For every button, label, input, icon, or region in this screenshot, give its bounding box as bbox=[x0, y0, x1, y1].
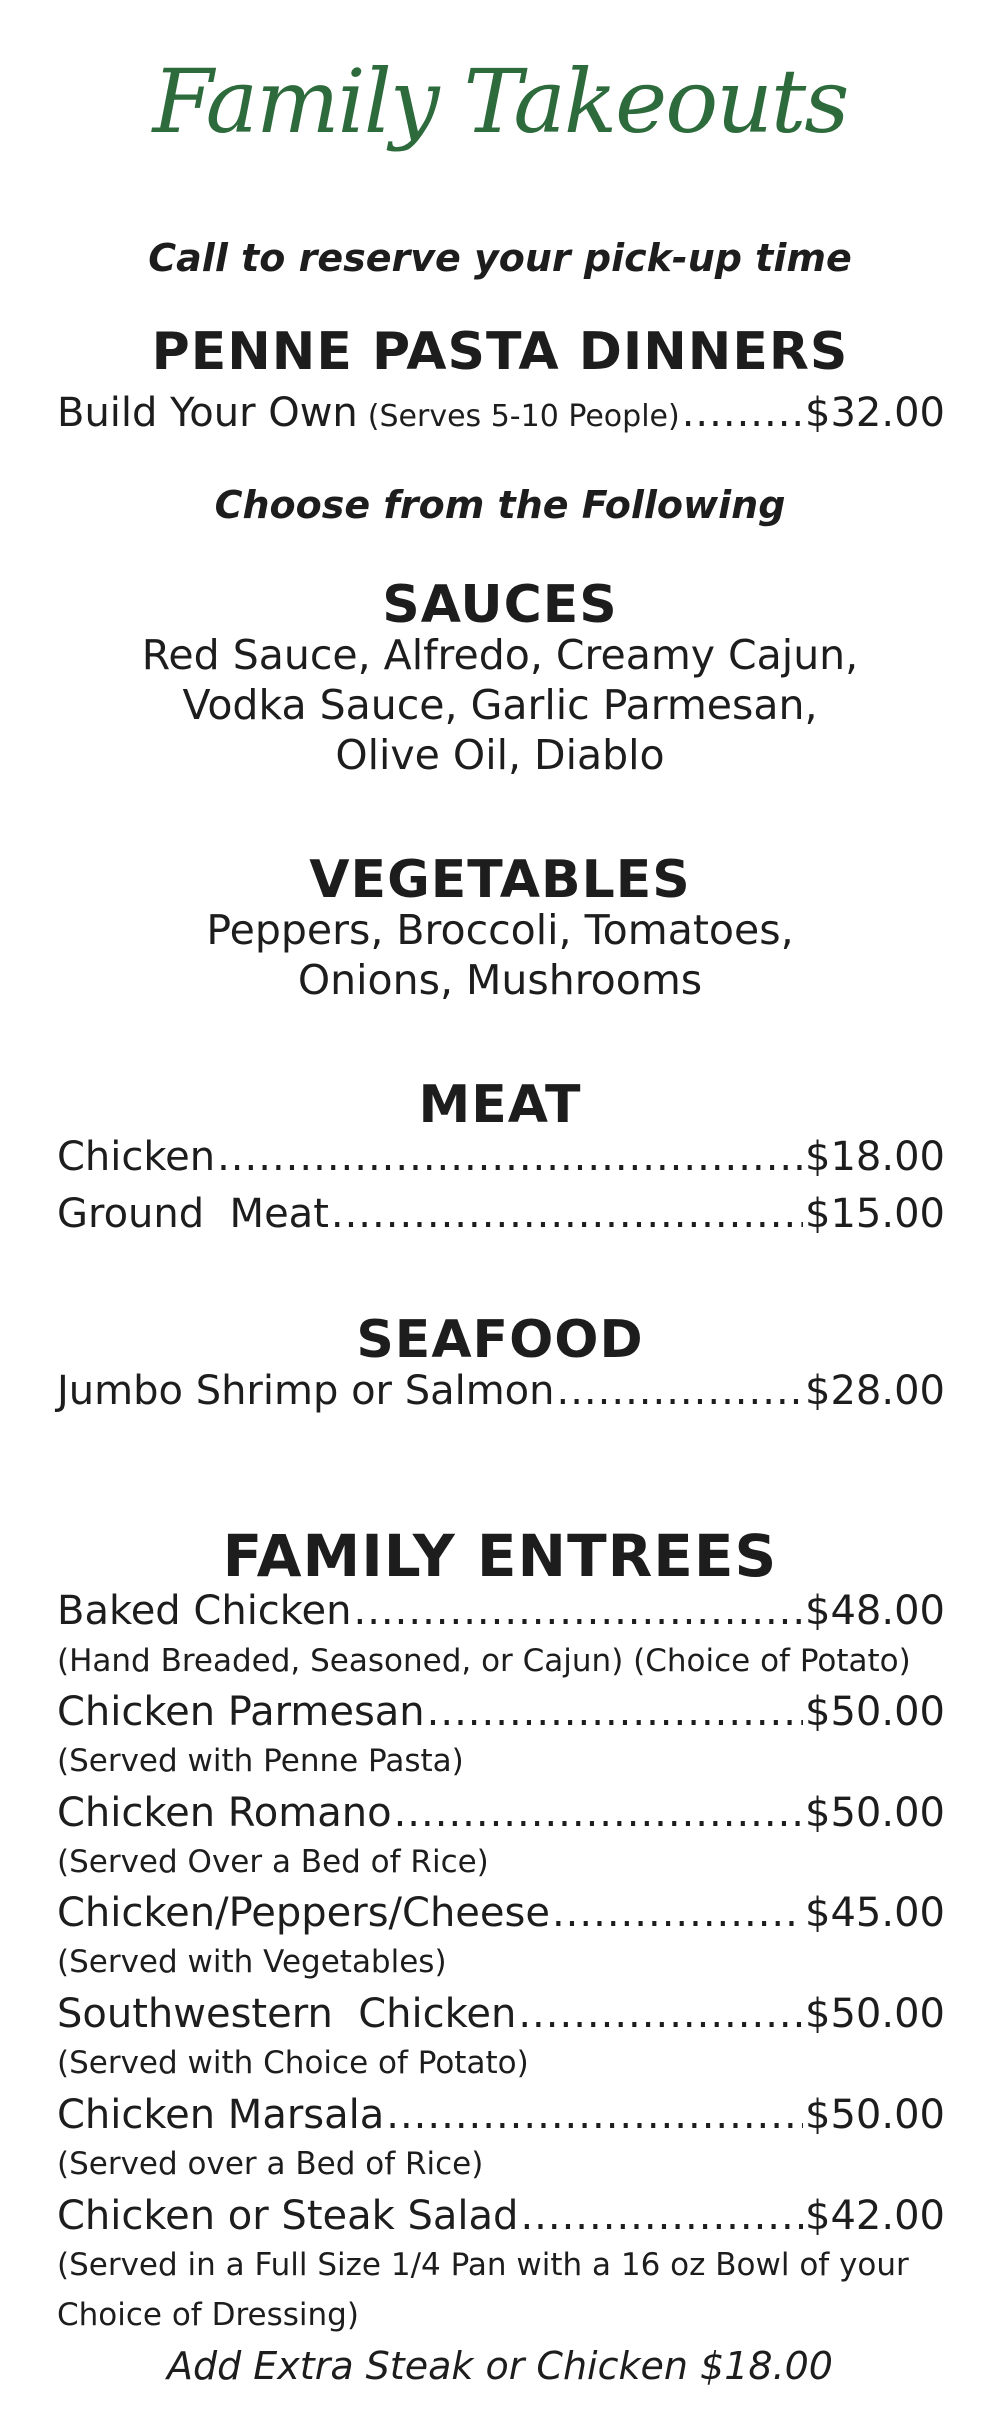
menu-item-price: $45.00 bbox=[805, 1890, 945, 1936]
menu-item-price: $50.00 bbox=[805, 1790, 945, 1836]
leader-dots bbox=[386, 2092, 803, 2138]
choose-text: Choose from the Following bbox=[214, 483, 786, 527]
leader-dots bbox=[520, 2193, 803, 2239]
leader-dots bbox=[394, 1790, 803, 1836]
vegetables-line: Onions, Mushrooms bbox=[297, 956, 703, 1004]
menu-item-name: Jumbo Shrimp or Salmon bbox=[57, 1368, 555, 1414]
menu-item-chicken bbox=[57, 1134, 945, 1180]
section-heading-vegetables: VEGETABLES bbox=[309, 850, 691, 910]
menu-item-price: $50.00 bbox=[805, 1689, 945, 1735]
sauces-list bbox=[0, 630, 1000, 780]
menu-item-chicken-marsala bbox=[57, 2092, 945, 2138]
menu-item-build-your-own bbox=[57, 390, 945, 436]
sauces-line: Vodka Sauce, Garlic Parmesan, bbox=[182, 681, 818, 729]
menu-item-note: (Served with Penne Pasta) bbox=[57, 1743, 464, 1779]
menu-item-name: Chicken or Steak Salad bbox=[57, 2193, 519, 2239]
menu-item-price: $50.00 bbox=[805, 2092, 945, 2138]
sauces-line: Olive Oil, Diablo bbox=[335, 731, 665, 779]
section-heading-entrees: FAMILY ENTREES bbox=[222, 1522, 778, 1590]
leader-dots bbox=[682, 390, 803, 436]
menu-item-name: Chicken/Peppers/Cheese bbox=[57, 1890, 550, 1936]
menu-item-name: Southwestern Chicken bbox=[57, 1991, 517, 2037]
menu-item-ground-meat bbox=[57, 1191, 945, 1237]
menu-item-note-continued: Choice of Dressing) bbox=[57, 2297, 359, 2333]
menu-item-price: $48.00 bbox=[805, 1588, 945, 1634]
page-title: Family Takeouts bbox=[152, 50, 848, 153]
vegetables-line: Peppers, Broccoli, Tomatoes, bbox=[206, 906, 794, 954]
leader-dots bbox=[427, 1689, 803, 1735]
leader-dots bbox=[557, 1368, 804, 1414]
menu-item-note: (Served with Vegetables) bbox=[57, 1944, 447, 1980]
menu-item-price: $32.00 bbox=[805, 390, 945, 436]
menu-item-name: Baked Chicken bbox=[57, 1588, 352, 1634]
menu-item-chicken-steak-salad bbox=[57, 2193, 945, 2239]
vegetables-list bbox=[0, 905, 1000, 1005]
leader-dots bbox=[354, 1588, 804, 1634]
menu-item-shrimp-salmon bbox=[57, 1368, 945, 1414]
menu-item-name: Build Your Own bbox=[57, 390, 358, 436]
extra-note: Add Extra Steak or Chicken $18.00 bbox=[166, 2344, 833, 2388]
tagline: Call to reserve your pick-up time bbox=[148, 236, 852, 280]
leader-dots bbox=[217, 1134, 803, 1180]
menu-item-chicken-romano bbox=[57, 1790, 945, 1836]
sauces-line: Red Sauce, Alfredo, Creamy Cajun, bbox=[141, 631, 859, 679]
menu-item-note: (Served with Choice of Potato) bbox=[57, 2045, 529, 2081]
menu-item-note: (Served in a Full Size 1/4 Pan with a 16 oz Bowl of your bbox=[57, 2247, 909, 2283]
menu-item-price: $15.00 bbox=[805, 1191, 945, 1237]
menu-item-southwestern-chicken bbox=[57, 1991, 945, 2037]
menu-item-price: $28.00 bbox=[805, 1368, 945, 1414]
menu-item-name: Chicken Marsala bbox=[57, 2092, 385, 2138]
menu-item-chicken-peppers-cheese bbox=[57, 1890, 945, 1936]
menu-item-note: (Served over a Bed of Rice) bbox=[57, 2146, 484, 2182]
menu-item-price: $42.00 bbox=[805, 2193, 945, 2239]
menu-item-price: $18.00 bbox=[805, 1134, 945, 1180]
section-heading-seafood: SEAFOOD bbox=[356, 1310, 644, 1370]
leader-dots bbox=[331, 1191, 803, 1237]
menu-item-name: Chicken bbox=[57, 1134, 216, 1180]
menu-item-note: (Served Over a Bed of Rice) bbox=[57, 1844, 489, 1880]
menu-item-baked-chicken bbox=[57, 1588, 945, 1634]
leader-dots bbox=[552, 1890, 803, 1936]
menu-item-name: Ground Meat bbox=[57, 1191, 329, 1237]
menu-item-price: $50.00 bbox=[805, 1991, 945, 2037]
menu-item-name: Chicken Parmesan bbox=[57, 1689, 425, 1735]
menu-item-name: Chicken Romano bbox=[57, 1790, 392, 1836]
section-heading-sauces: SAUCES bbox=[382, 575, 618, 635]
section-heading-pasta: PENNE PASTA DINNERS bbox=[151, 322, 849, 382]
menu-item-note: (Hand Breaded, Seasoned, or Cajun) (Choice of Potato) bbox=[57, 1643, 911, 1679]
menu-item-sub: (Serves 5-10 People) bbox=[367, 399, 680, 434]
menu-item-chicken-parmesan bbox=[57, 1689, 945, 1735]
section-heading-meat: MEAT bbox=[418, 1075, 582, 1135]
leader-dots bbox=[518, 1991, 803, 2037]
